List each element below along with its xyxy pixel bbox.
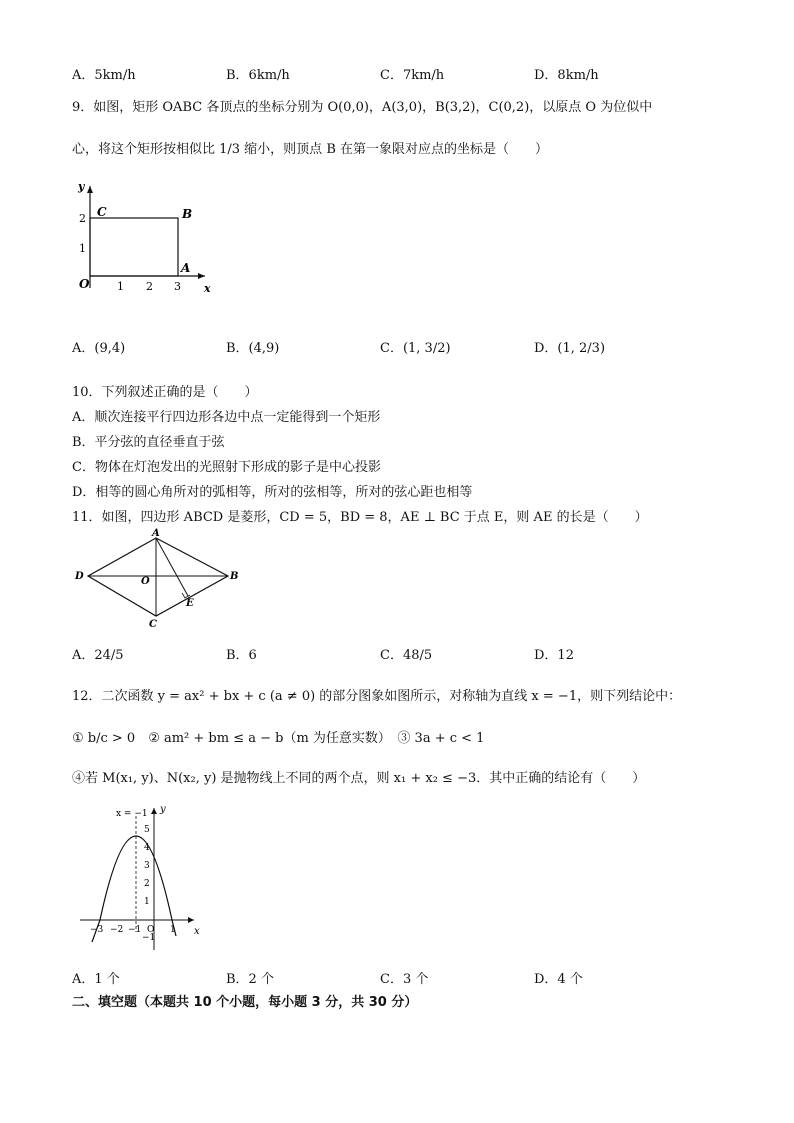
- q10-stem: 10．下列叙述正确的是（ ）: [72, 385, 258, 400]
- q9-y-label: y: [78, 180, 85, 193]
- q8-option-c: C．7km/h: [380, 68, 445, 83]
- q9-a-label: A: [181, 261, 191, 275]
- q9-ytick-1: 1: [79, 242, 86, 255]
- q12-y-label: y: [160, 804, 166, 815]
- q12-ytick-3: 3: [144, 861, 150, 871]
- q9-option-a: A．(9,4): [72, 341, 126, 356]
- q12-xtick-neg1: −1: [128, 925, 142, 935]
- q8-option-d: D．8km/h: [534, 68, 599, 83]
- q9-origin-label: O: [79, 277, 90, 291]
- q12-xtick-neg3: −3: [90, 925, 104, 935]
- q12-origin-label: O: [147, 925, 155, 935]
- q9-ytick-2: 2: [79, 212, 86, 225]
- q11-e-label: E: [186, 598, 194, 609]
- q11-o-label: O: [141, 576, 150, 587]
- q9-c-label: C: [97, 205, 107, 219]
- q11-rhombus-figure: [70, 528, 240, 628]
- q12-ytick-2: 2: [144, 879, 150, 889]
- q12-xtick-neg2: −2: [110, 925, 124, 935]
- q9-stem-line2: 心，将这个矩形按相似比 1/3 缩小，则顶点 B 在第一象限对应点的坐标是（ ）: [72, 142, 549, 157]
- q10-option-a: A．顺次连接平行四边形各边中点一定能得到一个矩形: [72, 410, 381, 425]
- q11-option-c: C．48/5: [380, 648, 433, 663]
- q11-a-label: A: [152, 528, 160, 539]
- q9-stem-line1: 9．如图，矩形 OABC 各顶点的坐标分别为 O(0,0)，A(3,0)，B(3,2)，C(0,2)，以原点 O 为位似中: [72, 100, 653, 115]
- q9-option-b: B．(4,9): [226, 341, 280, 356]
- q12-option-a: A．1 个: [72, 972, 120, 987]
- q12-conditions: ① b/c > 0 ② am² + bm ≤ a − b（m 为任意实数） ③ 3a + c < 1: [72, 731, 485, 746]
- q11-option-a: A．24/5: [72, 648, 124, 663]
- q12-axis-label: x = −1: [116, 809, 148, 819]
- q12-option-d: D．4 个: [534, 972, 583, 987]
- q12-x-label: x: [194, 926, 200, 937]
- q12-stem: 12．二次函数 y = ax² + bx + c (a ≠ 0) 的部分图象如图所示，对称轴为直线 x = −1，则下列结论中：: [72, 689, 682, 704]
- q9-option-d: D．(1, 2/3): [534, 341, 606, 356]
- q9-xtick-3: 3: [174, 280, 181, 293]
- q9-b-label: B: [182, 207, 193, 221]
- q12-condition-4: ④若 M(x₁, y)、N(x₂, y) 是抛物线上不同的两个点，则 x₁ + x₂ ≤ −3．其中正确的结论有（ ）: [72, 771, 646, 786]
- q11-stem: 11．如图，四边形 ABCD 是菱形，CD = 5，BD = 8，AE ⊥ BC 于点 E，则 AE 的长是（ ）: [72, 510, 648, 525]
- q11-option-b: B．6: [226, 648, 257, 663]
- q9-rectangle-graph: [70, 178, 230, 303]
- q11-d-label: D: [75, 571, 84, 582]
- q12-ytick-4: 4: [144, 843, 150, 853]
- q10-option-c: C．物体在灯泡发出的光照射下形成的影子是中心投影: [72, 460, 381, 475]
- q12-ytick-1: 1: [144, 897, 150, 907]
- q10-option-b: B．平分弦的直径垂直于弦: [72, 435, 225, 450]
- q9-x-label: x: [204, 282, 211, 295]
- q11-option-d: D．12: [534, 648, 574, 663]
- q9-xtick-2: 2: [146, 280, 153, 293]
- q9-option-c: C．(1, 3/2): [380, 341, 451, 356]
- q12-option-c: C．3 个: [380, 972, 429, 987]
- q12-option-b: B．2 个: [226, 972, 274, 987]
- q11-b-label: B: [230, 571, 239, 582]
- q12-ytick-5: 5: [144, 825, 150, 835]
- section-title: 二、填空题（本题共 10 个小题，每小题 3 分，共 30 分）: [72, 995, 418, 1010]
- q12-ytick-neg1: −1: [142, 933, 156, 943]
- q12-xtick-1: 1: [170, 925, 176, 935]
- q8-option-a: A．5km/h: [72, 68, 136, 83]
- q10-option-d: D．相等的圆心角所对的弧相等，所对的弦相等，所对的弦心距也相等: [72, 485, 473, 500]
- q9-xtick-1: 1: [117, 280, 124, 293]
- q11-c-label: C: [149, 619, 157, 628]
- q8-option-b: B．6km/h: [226, 68, 290, 83]
- q12-parabola-graph: [72, 802, 212, 952]
